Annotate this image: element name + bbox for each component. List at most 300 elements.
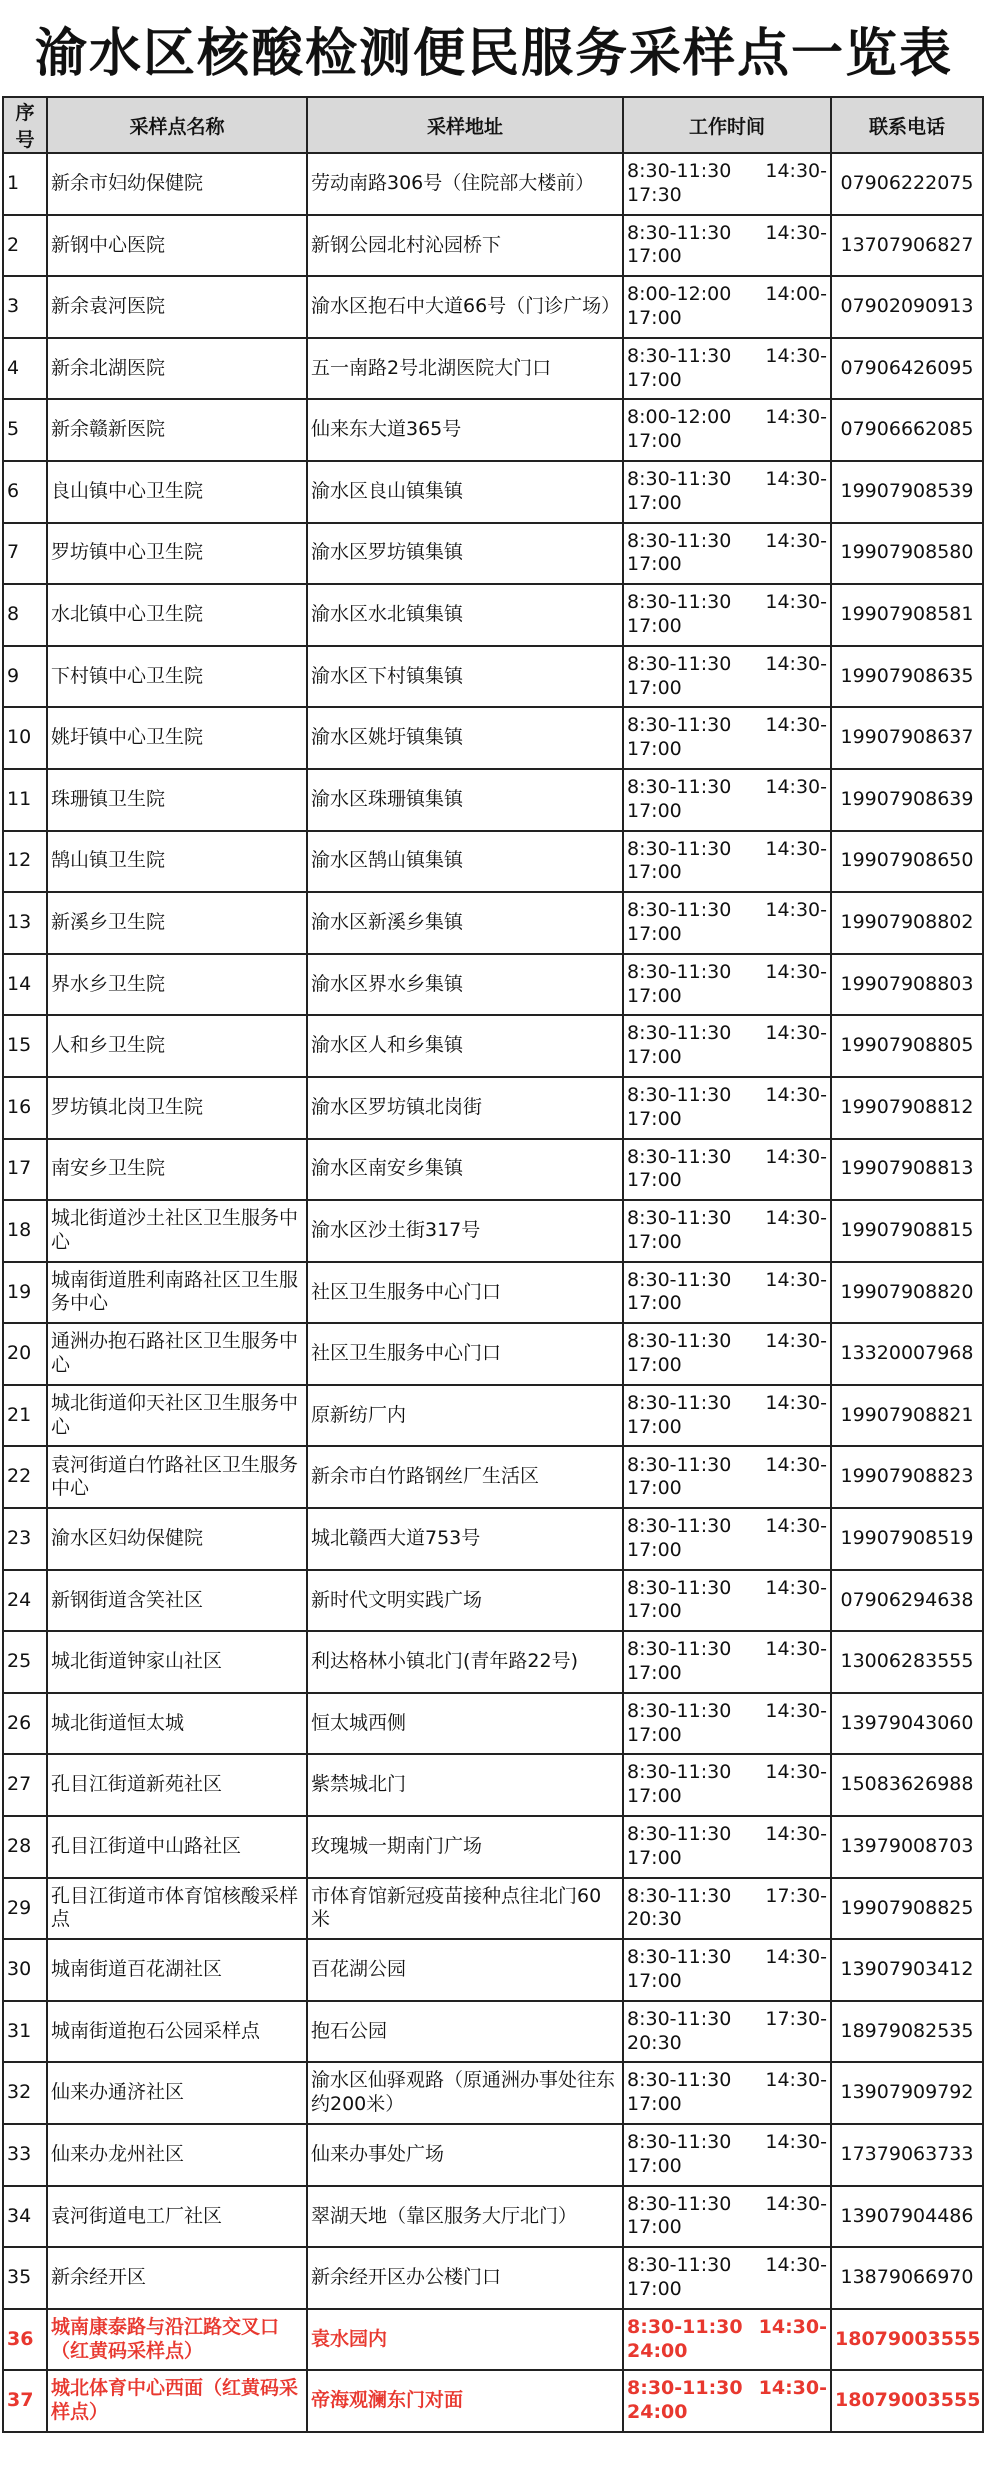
- working-hours-line-1: 8:30-11:30 14:30-: [627, 1453, 827, 1476]
- working-hours-line-2: 17:00: [627, 553, 682, 576]
- sampling-point-name: 新余袁河医院: [47, 276, 307, 338]
- row-number: 15: [3, 1015, 47, 1077]
- sampling-point-name: 新余经开区: [47, 2247, 307, 2309]
- table-row: [3, 1323, 983, 1385]
- working-hours-line-1: 8:00-12:00 14:30-: [627, 406, 827, 429]
- working-hours: [623, 2247, 831, 2309]
- row-number: 5: [3, 399, 47, 461]
- contact-phone: 13707906827: [831, 215, 983, 277]
- sampling-point-name: 城北街道恒太城: [47, 1693, 307, 1755]
- table-row: [3, 2124, 983, 2186]
- working-hours: [623, 1631, 831, 1693]
- sampling-points-table: [2, 96, 984, 2433]
- working-hours: [623, 153, 831, 215]
- contact-phone: 19907908637: [831, 707, 983, 769]
- sampling-address: 社区卫生服务中心门口: [307, 1262, 623, 1324]
- page-title: 渝水区核酸检测便民服务采样点一览表: [34, 23, 953, 84]
- sampling-point-name: 良山镇中心卫生院: [47, 461, 307, 523]
- working-hours-line-2: 17:00: [627, 799, 682, 822]
- working-hours-line-2: 17:00: [627, 1662, 682, 1685]
- row-number: 12: [3, 831, 47, 893]
- row-number: 2: [3, 215, 47, 277]
- sampling-point-name: 人和乡卫生院: [47, 1015, 307, 1077]
- sampling-address: 渝水区南安乡集镇: [307, 1139, 623, 1201]
- working-hours-line-2: 17:00: [627, 368, 682, 391]
- row-number: 22: [3, 1446, 47, 1508]
- sampling-point-name: 城南街道胜利南路社区卫生服务中心: [47, 1262, 307, 1324]
- table-row: [3, 1878, 983, 1940]
- contact-phone: 13979008703: [831, 1816, 983, 1878]
- sampling-address: 渝水区罗坊镇集镇: [307, 523, 623, 585]
- row-number: 6: [3, 461, 47, 523]
- table-row: [3, 1077, 983, 1139]
- working-hours-line-2: 17:00: [627, 1538, 682, 1561]
- sampling-address: 利达格林小镇北门(青年路22号): [307, 1631, 623, 1693]
- sampling-point-name: 城南街道抱石公园采样点: [47, 2001, 307, 2063]
- sampling-address: 渝水区人和乡集镇: [307, 1015, 623, 1077]
- contact-phone: 07906662085: [831, 399, 983, 461]
- sampling-address: 翠湖天地（靠区服务大厅北门）: [307, 2186, 623, 2248]
- contact-phone: 19907908820: [831, 1262, 983, 1324]
- sampling-address: 渝水区新溪乡集镇: [307, 892, 623, 954]
- contact-phone: 07906294638: [831, 1570, 983, 1632]
- working-hours-line-2: 17:00: [627, 614, 682, 637]
- sampling-point-name: 城北街道仰天社区卫生服务中心: [47, 1385, 307, 1447]
- working-hours-line-2: 20:30: [627, 2031, 682, 2054]
- table-row: [3, 2370, 983, 2432]
- row-number: 34: [3, 2186, 47, 2248]
- working-hours: [623, 338, 831, 400]
- header-name: 采样点名称: [47, 97, 307, 153]
- sampling-address: 新余经开区办公楼门口: [307, 2247, 623, 2309]
- working-hours-line-2: 17:30: [627, 183, 682, 206]
- sampling-address: 紫禁城北门: [307, 1754, 623, 1816]
- sampling-address: 新钢公园北村沁园桥下: [307, 215, 623, 277]
- working-hours-line-2: 17:00: [627, 1477, 682, 1500]
- working-hours-line-2: 17:00: [627, 491, 682, 514]
- working-hours-line-1: 8:30-11:30 14:30-: [627, 344, 827, 367]
- working-hours-line-2: 17:00: [627, 2277, 682, 2300]
- table-row: [3, 1200, 983, 1262]
- working-hours: [623, 584, 831, 646]
- sampling-address: 五一南路2号北湖医院大门口: [307, 338, 623, 400]
- sampling-point-name: 罗坊镇北岗卫生院: [47, 1077, 307, 1139]
- table-row: [3, 892, 983, 954]
- row-number: 31: [3, 2001, 47, 2063]
- sampling-address: 渝水区界水乡集镇: [307, 954, 623, 1016]
- working-hours-line-1: 8:30-11:30 14:30-: [627, 1761, 827, 1784]
- table-row: [3, 1939, 983, 2001]
- contact-phone: 19907908581: [831, 584, 983, 646]
- row-number: 24: [3, 1570, 47, 1632]
- working-hours: [623, 215, 831, 277]
- working-hours-line-2: 17:00: [627, 1292, 682, 1315]
- sampling-point-name: 界水乡卫生院: [47, 954, 307, 1016]
- working-hours-line-1: 8:30-11:30 14:30-: [627, 160, 827, 183]
- working-hours: [623, 1200, 831, 1262]
- sampling-address: 新余市白竹路钢丝厂生活区: [307, 1446, 623, 1508]
- table-row: [3, 769, 983, 831]
- header-address: 采样地址: [307, 97, 623, 153]
- contact-phone: 19907908823: [831, 1446, 983, 1508]
- table-row: [3, 523, 983, 585]
- working-hours-line-2: 17:00: [627, 1046, 682, 1069]
- sampling-address: 渝水区鹄山镇集镇: [307, 831, 623, 893]
- working-hours-line-1: 8:30-11:30 14:30-: [627, 2377, 827, 2400]
- sampling-address: 袁水园内: [307, 2309, 623, 2371]
- working-hours-line-1: 8:30-11:30 14:30-: [627, 1946, 827, 1969]
- sampling-point-name: 城北体育中心西面（红黄码采样点）: [47, 2370, 307, 2432]
- contact-phone: 18079003555: [831, 2370, 983, 2432]
- table-row: [3, 2062, 983, 2124]
- row-number: 23: [3, 1508, 47, 1570]
- sampling-point-name: 仙来办龙州社区: [47, 2124, 307, 2186]
- working-hours: [623, 2124, 831, 2186]
- row-number: 19: [3, 1262, 47, 1324]
- contact-phone: 19907908805: [831, 1015, 983, 1077]
- working-hours-line-2: 17:00: [627, 1230, 682, 1253]
- working-hours-line-1: 8:30-11:30 14:30-: [627, 529, 827, 552]
- contact-phone: 19907908812: [831, 1077, 983, 1139]
- contact-phone: 07906222075: [831, 153, 983, 215]
- sampling-address: 城北赣西大道753号: [307, 1508, 623, 1570]
- sampling-point-name: 孔目江街道新苑社区: [47, 1754, 307, 1816]
- working-hours-line-1: 8:30-11:30 14:30-: [627, 591, 827, 614]
- working-hours-line-1: 8:30-11:30 14:30-: [627, 1145, 827, 1168]
- sampling-point-name: 通洲办抱石路社区卫生服务中心: [47, 1323, 307, 1385]
- header-time: 工作时间: [623, 97, 831, 153]
- table-row: [3, 646, 983, 708]
- working-hours-line-1: 8:30-11:30 14:30-: [627, 837, 827, 860]
- working-hours-line-1: 8:30-11:30 14:30-: [627, 714, 827, 737]
- table-row: [3, 2186, 983, 2248]
- row-number: 16: [3, 1077, 47, 1139]
- sampling-point-name: 袁河街道白竹路社区卫生服务中心: [47, 1446, 307, 1508]
- contact-phone: 19907908539: [831, 461, 983, 523]
- working-hours-line-2: 17:00: [627, 430, 682, 453]
- working-hours-line-2: 17:00: [627, 2216, 682, 2239]
- header-phone: 联系电话: [831, 97, 983, 153]
- working-hours: [623, 2309, 831, 2371]
- working-hours: [623, 276, 831, 338]
- sampling-point-name: 新钢街道含笑社区: [47, 1570, 307, 1632]
- row-number: 13: [3, 892, 47, 954]
- working-hours-line-1: 8:30-11:30 17:30-: [627, 2007, 827, 2030]
- working-hours-line-1: 8:30-11:30 14:30-: [627, 775, 827, 798]
- sampling-point-name: 新余北湖医院: [47, 338, 307, 400]
- sampling-point-name: 姚圩镇中心卫生院: [47, 707, 307, 769]
- sampling-point-name: 孔目江街道市体育馆核酸采样点: [47, 1878, 307, 1940]
- row-number: 17: [3, 1139, 47, 1201]
- working-hours: [623, 1385, 831, 1447]
- sampling-point-name: 新余市妇幼保健院: [47, 153, 307, 215]
- row-number: 33: [3, 2124, 47, 2186]
- row-number: 9: [3, 646, 47, 708]
- working-hours-line-2: 17:00: [627, 1354, 682, 1377]
- sampling-point-name: 珠珊镇卫生院: [47, 769, 307, 831]
- sampling-point-name: 城南康泰路与沿江路交叉口（红黄码采样点）: [47, 2309, 307, 2371]
- table-header-row: [3, 97, 983, 153]
- working-hours: [623, 2370, 831, 2432]
- table-row: [3, 954, 983, 1016]
- contact-phone: 13907904486: [831, 2186, 983, 2248]
- working-hours-line-2: 17:00: [627, 2093, 682, 2116]
- sampling-point-name: 城南街道百花湖社区: [47, 1939, 307, 2001]
- working-hours-line-1: 8:30-11:30 14:30-: [627, 1268, 827, 1291]
- row-number: 11: [3, 769, 47, 831]
- working-hours-line-1: 8:30-11:30 14:30-: [627, 1699, 827, 1722]
- working-hours: [623, 1139, 831, 1201]
- working-hours-line-2: 17:00: [627, 2154, 682, 2177]
- contact-phone: 19907908519: [831, 1508, 983, 1570]
- working-hours-line-1: 8:30-11:30 14:30-: [627, 960, 827, 983]
- working-hours: [623, 1446, 831, 1508]
- table-row: [3, 1015, 983, 1077]
- row-number: 28: [3, 1816, 47, 1878]
- contact-phone: 13320007968: [831, 1323, 983, 1385]
- working-hours-line-1: 8:30-11:30 14:30-: [627, 1083, 827, 1106]
- table-row: [3, 1754, 983, 1816]
- sampling-address: 恒太城西侧: [307, 1693, 623, 1755]
- sampling-address: 渝水区沙土街317号: [307, 1200, 623, 1262]
- sampling-address: 渝水区下村镇集镇: [307, 646, 623, 708]
- sampling-point-name: 罗坊镇中心卫生院: [47, 523, 307, 585]
- working-hours-line-2: 17:00: [627, 1723, 682, 1746]
- working-hours-line-1: 8:30-11:30 14:30-: [627, 2069, 827, 2092]
- sampling-address: 玫瑰城一期南门广场: [307, 1816, 623, 1878]
- working-hours: [623, 1077, 831, 1139]
- row-number: 32: [3, 2062, 47, 2124]
- contact-phone: 13879066970: [831, 2247, 983, 2309]
- row-number: 14: [3, 954, 47, 1016]
- contact-phone: 19907908813: [831, 1139, 983, 1201]
- sampling-address: 渝水区珠珊镇集镇: [307, 769, 623, 831]
- working-hours: [623, 1323, 831, 1385]
- contact-phone: 18079003555: [831, 2309, 983, 2371]
- sampling-address: 仙来办事处广场: [307, 2124, 623, 2186]
- contact-phone: 07906426095: [831, 338, 983, 400]
- working-hours-line-1: 8:30-11:30 14:30-: [627, 1391, 827, 1414]
- sampling-point-name: 孔目江街道中山路社区: [47, 1816, 307, 1878]
- working-hours: [623, 1508, 831, 1570]
- working-hours-line-2: 24:00: [627, 2339, 688, 2362]
- sampling-point-name: 新钢中心医院: [47, 215, 307, 277]
- sampling-point-name: 渝水区妇幼保健院: [47, 1508, 307, 1570]
- sampling-address: 劳动南路306号（住院部大楼前）: [307, 153, 623, 215]
- sampling-point-name: 南安乡卫生院: [47, 1139, 307, 1201]
- row-number: 8: [3, 584, 47, 646]
- table-row: [3, 1385, 983, 1447]
- working-hours: [623, 831, 831, 893]
- working-hours-line-2: 17:00: [627, 1846, 682, 1869]
- row-number: 21: [3, 1385, 47, 1447]
- sampling-address: 渝水区罗坊镇北岗街: [307, 1077, 623, 1139]
- working-hours-line-1: 8:30-11:30 14:30-: [627, 2131, 827, 2154]
- table-row: [3, 1631, 983, 1693]
- contact-phone: 17379063733: [831, 2124, 983, 2186]
- row-number: 10: [3, 707, 47, 769]
- working-hours: [623, 1939, 831, 2001]
- sampling-address: 渝水区仙驿观路（原通洲办事处往东约200米）: [307, 2062, 623, 2124]
- sampling-address: 原新纺厂内: [307, 1385, 623, 1447]
- contact-phone: 19907908825: [831, 1878, 983, 1940]
- contact-phone: 19907908821: [831, 1385, 983, 1447]
- working-hours-line-2: 17:00: [627, 245, 682, 268]
- row-number: 25: [3, 1631, 47, 1693]
- table-row: [3, 1508, 983, 1570]
- table-row: [3, 1139, 983, 1201]
- working-hours-line-1: 8:00-12:00 14:00-: [627, 283, 827, 306]
- working-hours: [623, 2062, 831, 2124]
- sampling-point-name: 新溪乡卫生院: [47, 892, 307, 954]
- working-hours: [623, 892, 831, 954]
- table-row: [3, 707, 983, 769]
- working-hours-line-1: 8:30-11:30 14:30-: [627, 468, 827, 491]
- contact-phone: 19907908815: [831, 1200, 983, 1262]
- sampling-point-name: 城北街道沙土社区卫生服务中心: [47, 1200, 307, 1262]
- sampling-point-name: 仙来办通济社区: [47, 2062, 307, 2124]
- working-hours: [623, 461, 831, 523]
- working-hours: [623, 646, 831, 708]
- table-row: [3, 153, 983, 215]
- table-row: [3, 1570, 983, 1632]
- sampling-address: 社区卫生服务中心门口: [307, 1323, 623, 1385]
- sampling-address: 帝海观澜东门对面: [307, 2370, 623, 2432]
- header-no: 序号: [3, 97, 47, 153]
- row-number: 35: [3, 2247, 47, 2309]
- working-hours-line-1: 8:30-11:30 14:30-: [627, 1330, 827, 1353]
- working-hours-line-2: 17:00: [627, 1785, 682, 1808]
- working-hours: [623, 1816, 831, 1878]
- row-number: 36: [3, 2309, 47, 2371]
- sampling-address: 渝水区抱石中大道66号（门诊广场）: [307, 276, 623, 338]
- working-hours-line-1: 8:30-11:30 14:30-: [627, 2254, 827, 2277]
- working-hours: [623, 1015, 831, 1077]
- working-hours-line-1: 8:30-11:30 14:30-: [627, 2315, 827, 2338]
- working-hours-line-2: 17:00: [627, 984, 682, 1007]
- sampling-address: 渝水区水北镇集镇: [307, 584, 623, 646]
- contact-phone: 19907908635: [831, 646, 983, 708]
- row-number: 27: [3, 1754, 47, 1816]
- contact-phone: 07902090913: [831, 276, 983, 338]
- working-hours-line-1: 8:30-11:30 14:30-: [627, 1638, 827, 1661]
- sampling-point-name: 水北镇中心卫生院: [47, 584, 307, 646]
- contact-phone: 13907909792: [831, 2062, 983, 2124]
- table-row: [3, 2001, 983, 2063]
- table-row: [3, 584, 983, 646]
- working-hours: [623, 1878, 831, 1940]
- contact-phone: 19907908580: [831, 523, 983, 585]
- sampling-point-name: 下村镇中心卫生院: [47, 646, 307, 708]
- contact-phone: 19907908650: [831, 831, 983, 893]
- table-row: [3, 2247, 983, 2309]
- table-row: [3, 2309, 983, 2371]
- sampling-point-name: 城北街道钟家山社区: [47, 1631, 307, 1693]
- working-hours-line-2: 17:00: [627, 1970, 682, 1993]
- working-hours-line-2: 17:00: [627, 1600, 682, 1623]
- working-hours-line-1: 8:30-11:30 14:30-: [627, 221, 827, 244]
- row-number: 37: [3, 2370, 47, 2432]
- row-number: 18: [3, 1200, 47, 1262]
- contact-phone: 18979082535: [831, 2001, 983, 2063]
- working-hours-line-1: 8:30-11:30 14:30-: [627, 652, 827, 675]
- sampling-address: 渝水区良山镇集镇: [307, 461, 623, 523]
- working-hours: [623, 2186, 831, 2248]
- working-hours: [623, 1570, 831, 1632]
- sampling-address: 仙来东大道365号: [307, 399, 623, 461]
- table-row: [3, 1446, 983, 1508]
- working-hours-line-2: 17:00: [627, 861, 682, 884]
- working-hours-line-1: 8:30-11:30 14:30-: [627, 899, 827, 922]
- table-row: [3, 831, 983, 893]
- contact-phone: 13006283555: [831, 1631, 983, 1693]
- working-hours: [623, 2001, 831, 2063]
- working-hours-line-1: 8:30-11:30 14:30-: [627, 1022, 827, 1045]
- working-hours-line-2: 17:00: [627, 1107, 682, 1130]
- working-hours-line-1: 8:30-11:30 14:30-: [627, 2192, 827, 2215]
- table-row: [3, 215, 983, 277]
- working-hours-line-1: 8:30-11:30 14:30-: [627, 1207, 827, 1230]
- sampling-address: 百花湖公园: [307, 1939, 623, 2001]
- row-number: 3: [3, 276, 47, 338]
- table-row: [3, 338, 983, 400]
- table-row: [3, 399, 983, 461]
- working-hours: [623, 707, 831, 769]
- table-row: [3, 1262, 983, 1324]
- contact-phone: 15083626988: [831, 1754, 983, 1816]
- working-hours: [623, 399, 831, 461]
- working-hours-line-2: 17:00: [627, 676, 682, 699]
- contact-phone: 19907908639: [831, 769, 983, 831]
- contact-phone: 19907908802: [831, 892, 983, 954]
- working-hours-line-1: 8:30-11:30 14:30-: [627, 1515, 827, 1538]
- working-hours: [623, 1262, 831, 1324]
- sampling-address: 抱石公园: [307, 2001, 623, 2063]
- sampling-address: 市体育馆新冠疫苗接种点往北门60米: [307, 1878, 623, 1940]
- table-row: [3, 461, 983, 523]
- working-hours-line-2: 17:00: [627, 1415, 682, 1438]
- working-hours-line-2: 17:00: [627, 306, 682, 329]
- table-row: [3, 1816, 983, 1878]
- working-hours: [623, 1754, 831, 1816]
- row-number: 26: [3, 1693, 47, 1755]
- row-number: 20: [3, 1323, 47, 1385]
- row-number: 29: [3, 1878, 47, 1940]
- table-row: [3, 1693, 983, 1755]
- row-number: 4: [3, 338, 47, 400]
- working-hours-line-1: 8:30-11:30 14:30-: [627, 1823, 827, 1846]
- working-hours-line-1: 8:30-11:30 14:30-: [627, 1576, 827, 1599]
- contact-phone: 13907903412: [831, 1939, 983, 2001]
- working-hours-line-2: 17:00: [627, 922, 682, 945]
- sampling-point-name: 新余赣新医院: [47, 399, 307, 461]
- table-row: [3, 276, 983, 338]
- working-hours: [623, 769, 831, 831]
- sampling-address: 新时代文明实践广场: [307, 1570, 623, 1632]
- working-hours-line-2: 20:30: [627, 1908, 682, 1931]
- sampling-point-name: 鹄山镇卫生院: [47, 831, 307, 893]
- sampling-address: 渝水区姚圩镇集镇: [307, 707, 623, 769]
- contact-phone: 19907908803: [831, 954, 983, 1016]
- sampling-point-name: 袁河街道电工厂社区: [47, 2186, 307, 2248]
- working-hours: [623, 1693, 831, 1755]
- row-number: 30: [3, 1939, 47, 2001]
- row-number: 1: [3, 153, 47, 215]
- working-hours-line-2: 24:00: [627, 2401, 688, 2424]
- working-hours-line-2: 17:00: [627, 738, 682, 761]
- working-hours-line-2: 17:00: [627, 1169, 682, 1192]
- working-hours-line-1: 8:30-11:30 17:30-: [627, 1884, 827, 1907]
